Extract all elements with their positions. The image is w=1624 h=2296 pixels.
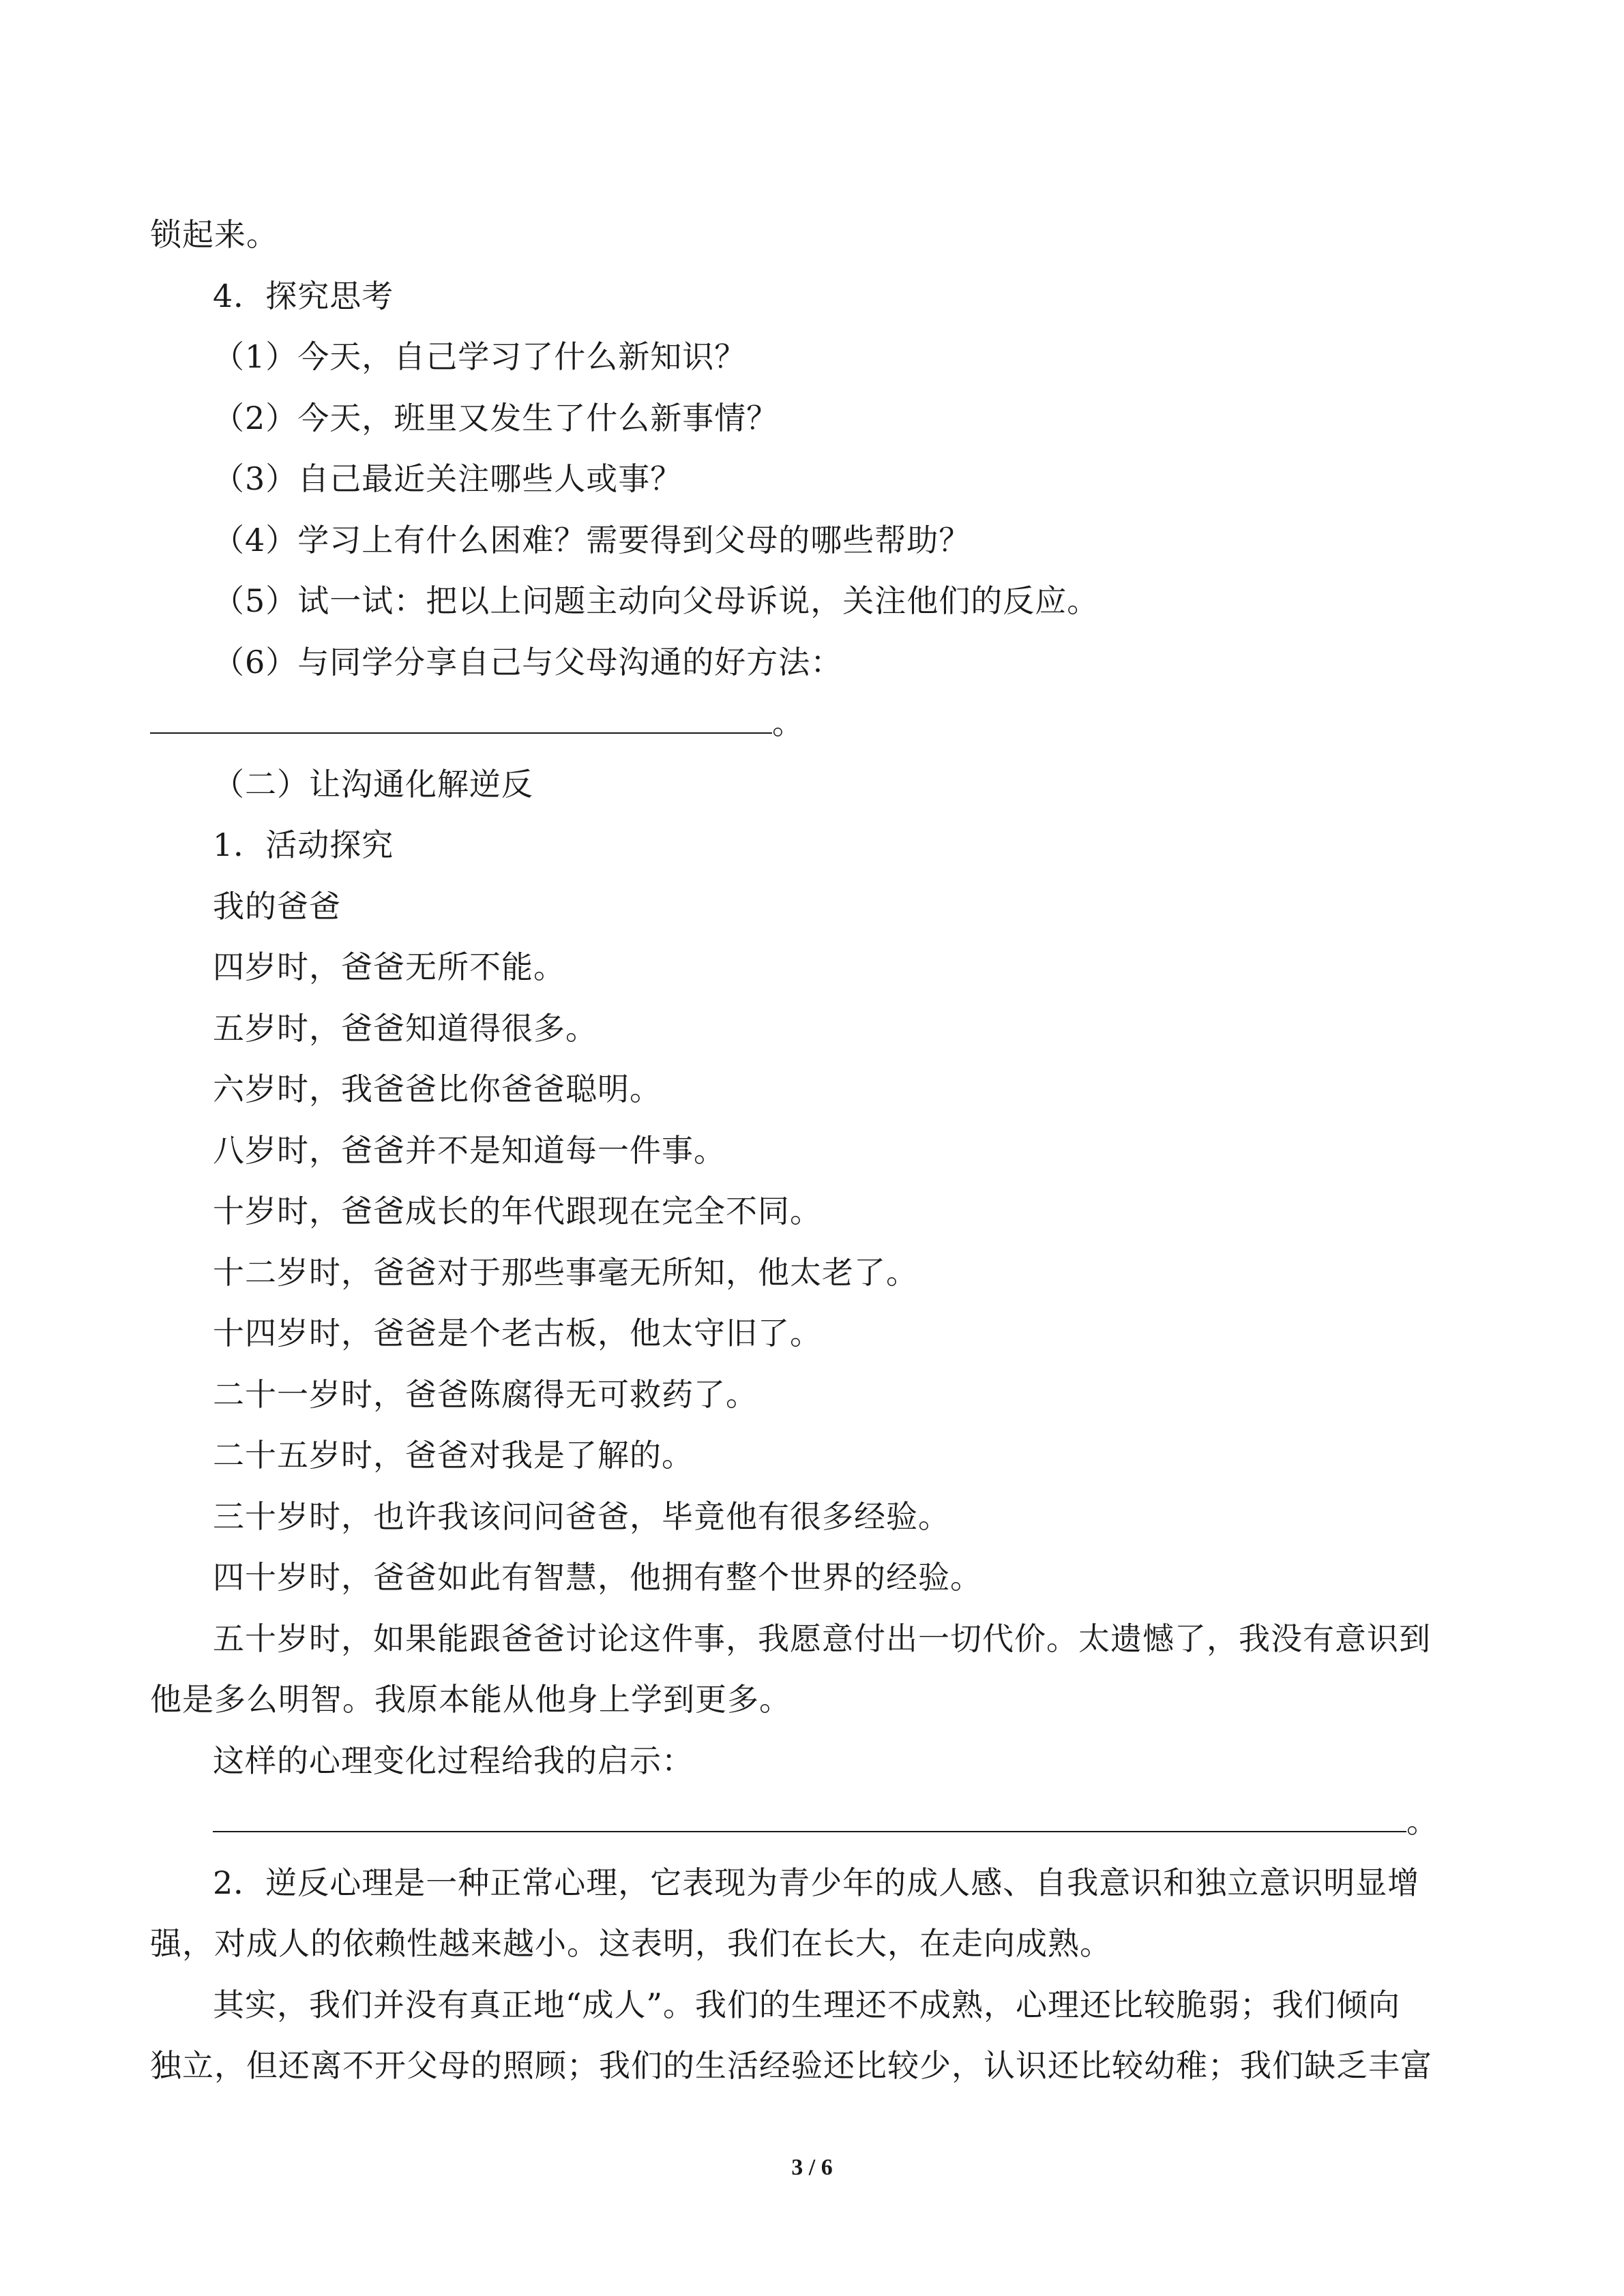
answer-blank-line — [150, 1791, 1473, 1853]
question-item: （1）今天，自己学习了什么新知识？ — [213, 338, 747, 375]
prompt-text: 这样的心理变化过程给我的启示： — [213, 1742, 694, 1779]
poem-line: 二十五岁时，爸爸对我是了解的。 — [213, 1437, 694, 1474]
poem-line: 五十岁时，如果能跟爸爸讨论这件事，我愿意付出一切代价。太遗憾了，我没有意识到 — [213, 1620, 1431, 1657]
poem-line: 三十岁时，也许我该问问爸爸，毕竟他有很多经验。 — [213, 1497, 950, 1535]
period-mark: 。 — [1406, 1803, 1438, 1840]
poem-line: 十四岁时，爸爸是个老古板，他太守旧了。 — [213, 1315, 822, 1352]
section-heading: 1．活动探究 — [213, 826, 394, 863]
paragraph-line: 其实，我们并没有真正地“成人”。我们的生理还不成熟，心理还比较脆弱；我们倾向 — [213, 1986, 1401, 2023]
poem-line: 十二岁时，爸爸对于那些事毫无所知，他太老了。 — [213, 1253, 918, 1291]
poem-line: 十岁时，爸爸成长的年代跟现在完全不同。 — [213, 1193, 822, 1229]
poem-line: 四十岁时，爸爸如此有智慧，他拥有整个世界的经验。 — [213, 1559, 982, 1596]
paragraph-line: 2．逆反心理是一种正常心理，它表现为青少年的成人感、自我意识和独立意识明显增 — [213, 1864, 1420, 1901]
poem-title: 我的爸爸 — [213, 887, 341, 925]
poem-line: 四岁时，爸爸无所不能。 — [213, 949, 565, 985]
question-item: （3）自己最近关注哪些人或事？ — [213, 460, 683, 497]
poem-line: 五岁时，爸爸知道得很多。 — [213, 1009, 597, 1047]
document-body — [150, 205, 1473, 2097]
period-mark: 。 — [772, 704, 804, 741]
section-heading: （二）让沟通化解逆反 — [213, 765, 533, 803]
poem-line: 他是多么明智。我原本能从他身上学到更多。 — [150, 1681, 791, 1718]
fill-in-blank[interactable] — [213, 1830, 1406, 1832]
page-number: 3 / 6 — [791, 2155, 833, 2180]
question-item: （6）与同学分享自己与父母沟通的好方法： — [213, 643, 843, 681]
paragraph-line: 独立，但还离不开父母的照顾；我们的生活经验还比较少，认识还比较幼稚；我们缺乏丰富 — [150, 2047, 1432, 2084]
answer-blank-line — [150, 693, 1473, 754]
paragraph-line: 强，对成人的依赖性越来越小。这表明，我们在长大，在走向成熟。 — [150, 1925, 1112, 1962]
question-item: （4）学习上有什么困难？需要得到父母的哪些帮助？ — [213, 521, 971, 558]
text-line: 锁起来。 — [150, 216, 278, 253]
question-item: （2）今天，班里又发生了什么新事情？ — [213, 399, 779, 436]
poem-line: 二十一岁时，爸爸陈腐得无可救药了。 — [213, 1375, 758, 1413]
poem-line: 八岁时，爸爸并不是知道每一件事。 — [213, 1131, 726, 1169]
section-heading: 4．探究思考 — [213, 277, 394, 314]
poem-line: 六岁时，我爸爸比你爸爸聪明。 — [213, 1071, 662, 1107]
question-item: （5）试一试：把以上问题主动向父母诉说，关注他们的反应。 — [213, 582, 1099, 619]
fill-in-blank[interactable] — [150, 732, 772, 734]
